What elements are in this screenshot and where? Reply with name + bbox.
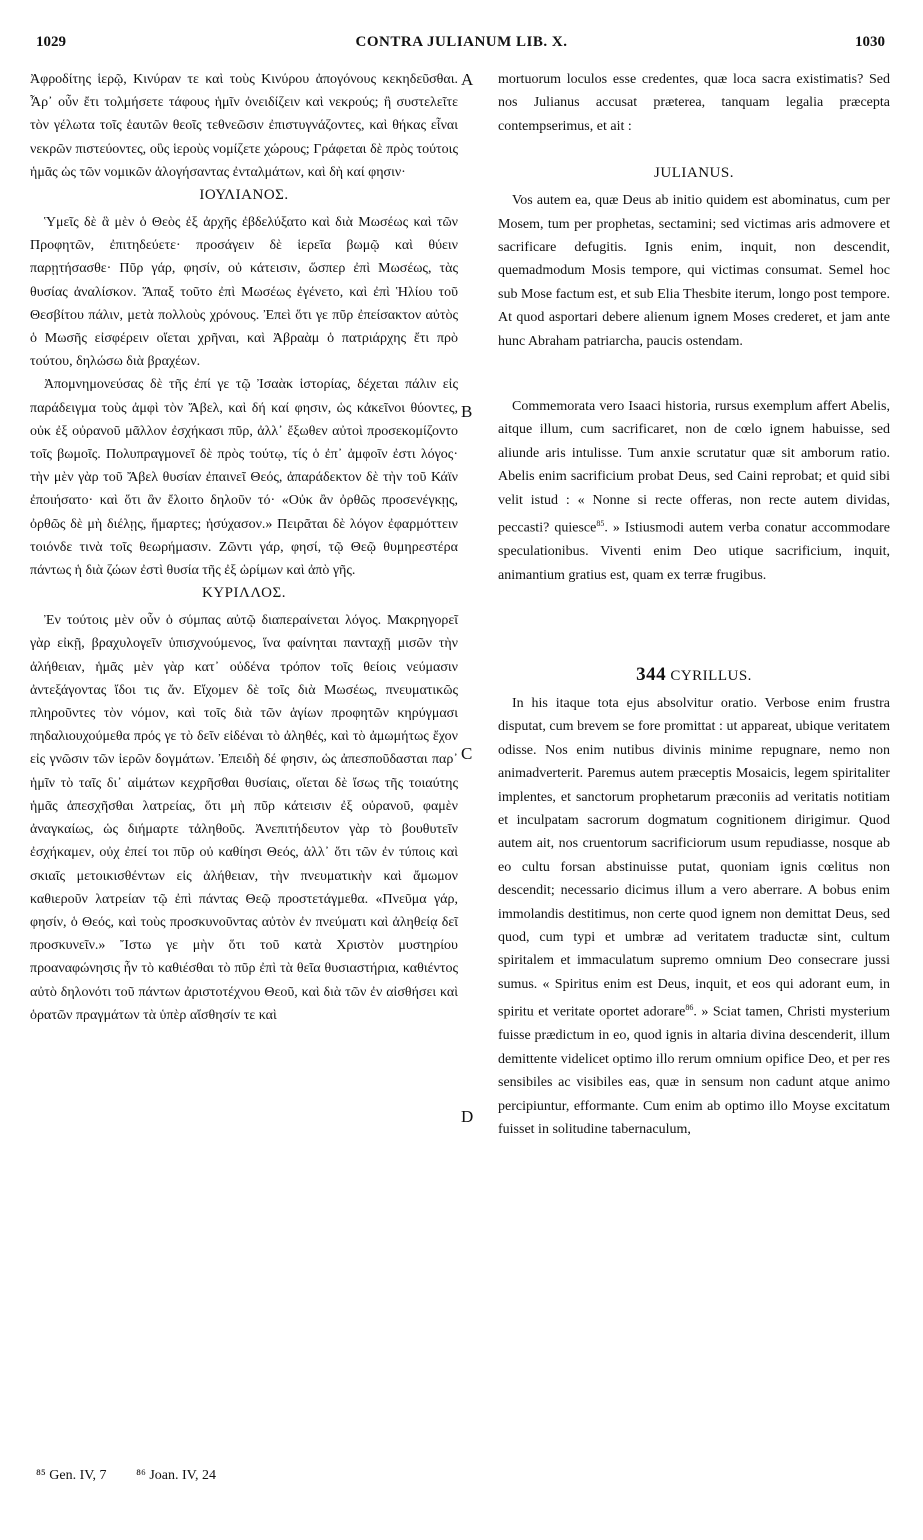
- footnote-86: ⁸⁶ Joan. IV, 24: [136, 1468, 216, 1483]
- latin-julian-paragraph-2: [498, 395, 890, 587]
- page-number-right: 1030: [855, 34, 885, 50]
- greek-julian-paragraph-1: Ὑμεῖς δὲ ἃ μὲν ὁ Θεὸς ἐξ ἀρχῆς ἐβδελύξατο καὶ διὰ Μωσέως καὶ τῶν Προφητῶν, ἐπιτηδεύετε· προσάγειν δὲ ἱερεῖα βωμῷ καὶ θύειν παρῃτήσασθε· Πῦρ γάρ, φησίν, οὐ κάτεισιν, ὥσπερ ἐπὶ Μωσέως, τὰς θυσίας ἀναλίσκον. Ἅπαξ τοῦτο ἐπὶ Μωσέως ἐγένετο, καὶ ἐπὶ Ἡλίου τοῦ Θεσβίτου πάλιν, μετὰ πολλοὺς χρόνους. Ἐπεὶ ὅτι γε πῦρ ἐπείσακτον αὐτὸς ὁ Μωσῆς εἰσφέρειν οἴεται χρῆναι, καὶ Ἀβραὰμ ὁ πατριάρχης ἔτι πρὸ τούτου, δηλώσω διὰ βραχέων.: [30, 215, 458, 370]
- margin-letter-c: C: [461, 744, 473, 763]
- column-number: 344: [636, 663, 667, 685]
- footnote-85: ⁸⁵ Gen. IV, 7: [36, 1468, 107, 1483]
- latin-cyril-paragraph-text-a: In his itaque tota ejus absolvitur oratio. Verbose enim frustra disputat, cum brevem se fore promittat : ut appareat, ubique veritatem odisse. Nos enim nutibus divinis minime repugnare, nemo non animadverterit. Paremus autem præceptis Mosaicis, legem spiritaliter implentes, et sanctorum prophetarum præconiis ad veritatis notitiam et inculpatam sacrorum dogmatum cognitionem dirigimur. Quod autem ait, nos cruentorum sacrificiorum usum repudiasse, nosque ab eo cultu forsan abstinuisse putat, quoniam ignis cœlitus non descendit; necessario dicimus illum a vero aberrare. A bobus enim immolandis destitimus, non certe quod ignem non demittat Deus, sed quod, cum typi et umbræ ad veritatem traductæ sint, cultum spiritalem et immaculatum supremo omnium Deo consecrare jussi sumus. « Spiritus enim est Deus, inquit, et eos qui adorant eum, in spiritu et veritate oportet adorare: [498, 695, 890, 1020]
- greek-julian-paragraph-2: Ἀπομνημονεύσας δὲ τῆς ἐπί γε τῷ Ἰσαὰκ ἱστορίας, δέχεται πάλιν εἰς παράδειγμα τοὺς ἀμφὶ τὸν Ἄβελ, καὶ δή καί φησιν, ὡς κἀκεῖνοι θύοντες, οὐκ ἐξ οὐρανοῦ μᾶλλον ἐσχήκασι πῦρ, ἀλλ᾽ ἔξωθεν αὐτοὶ προσεκομίζοντο τοῖς βωμοῖς. Πολυπραγμονεῖ δὲ πρὸς τούτῳ, τίς ὁ ἐπ᾽ ἀμφοῖν ἐστι λόγος· τὴν μὲν γὰρ τοῦ Ἄβελ θυσίαν ἐπαινεῖ Θεός, ἀπαράδεκτον δὲ τὴν τοῦ Κάϊν ἐποιήσατο· καὶ ὅτι ἂν ἔλοιτο δηλοῦν τό· «Οὐκ ἂν ὀρθῶς προσενέγκῃς, ὀρθῶς δὲ μὴ διέλῃς, ἥμαρτες; ἡσύχασον.» Πειρᾶται δὲ λόγον ἐφαρμόττειν τοιόνδε τινὰ τοῖς θεωρήμασιν. Ζῶντι γάρ, φησί, τῷ Θεῷ θυμηρεστέρα πάντως ἡ διὰ ζώων ἐστὶ θυσία τῆς ἐξ ὡρίμων καὶ ἀπὸ γῆς.: [30, 377, 458, 579]
- page-header: [0, 34, 923, 58]
- latin-intro: mortuorum loculos esse credentes, quæ loca sacra existimatis? Sed nos Julianus accusat præterea, tanquam legalia præcepta contempserimus, et ait :: [498, 72, 890, 134]
- latin-julian-paragraph-2-text-b: . » Istiusmodi autem verba conatur accommodare speculationibus. Viventi enim Deo utique sacrificium, inquit, animantium gratius est, quam ex terræ frugibus.: [498, 520, 891, 583]
- margin-letter-d: D: [461, 1107, 474, 1126]
- latin-julian-paragraph-2-text-a: Commemorata vero Isaaci historia, rursus exemplum affert Abelis, aitque illum, cum sacrificaret, non de cœlo ignem habuisse, sed aliunde aris intulisse. Tum anxie scrutatur quæ sit amborum ratio. Abelis enim sacrificium probat Deus, sed Caini reprobat; et quid sibi velit istud : « Nonne si recte offeras, non recte autem dividas, peccasti? quiesce: [498, 399, 890, 536]
- page-number-left: 1029: [36, 34, 66, 50]
- running-title: CONTRA JULIANUM LIB. X.: [355, 34, 568, 50]
- greek-cyril-paragraph: Ἐν τούτοις μὲν οὖν ὁ σύμπας αὐτῷ διαπεραίνεται λόγος. Μακρηγορεῖ γὰρ εἰκῇ, βραχυλογεῖν ὑπισχνούμενος, ἵνα φαίνηται πανταχῇ μισῶν τὴν ἀλήθειαν, ἡμᾶς μὲν γὰρ κατ᾽ οὐδένα τρόπον τοῖς θείοις νεύμασιν ἀντεξάγοντας ἴδοι τις ἄν. Εἴχομεν δὲ τοῖς διὰ Μωσέως, πνευματικῶς πληροῦντες τὸν νόμον, καὶ τοῖς διὰ τῶν ἁγίων προφητῶν κηρύγμασι πηδαλιουχούμεθα πρός γε τὸ δεῖν εἰδέναι τὸ ἀληθές, καὶ τὸ ἀμωμήτως ἔχον εἰς γνῶσιν τῶν ἱερῶν δογμάτων. Ἐπειδὴ δέ φησιν, ὡς ἀπεσποῦδασται παρ᾽ ἡμῖν τὸ ταῖς δι᾽ αἱμάτων κεχρῆσθαι θυσίαις, οἴεται δὲ ἴσως τῆς τοιαύτης ἡμᾶς ἀπεσχῆσθαι λατρείας, ὅτι μὴ πῦρ κάτεισιν ἐξ οὐρανοῦ, φαμὲν ἀναγκαίως, ὡς διήμαρτε τἀληθοῦς. Ἀνεπιτήδευτον γὰρ τὸ βουθυτεῖν ἐσχήκαμεν, οὐχ ἐπεί τοι πῦρ οὐ καθίησι Θεός, ἀλλ᾽ ὅτι τῶν ἐν τύποις καὶ σκιαῖς μετοικισθέντων εἰς ἀλήθειαν, τὴν πνευματικὴν καὶ ἄμωμον καθιεροῦν λατρείαν τῷ ἐπὶ πάντας Θεῷ προστετάγμεθα. «Πνεῦμα γάρ, φησίν, ὁ Θεός, καὶ τοὺς προσκυνοῦντας αὐτὸν ἐν πνεύματι καὶ ἀληθείᾳ δεῖ προσκυνεῖν.» Ἴστω γε μὴν ὅτι τοῦ κατὰ Χριστὸν μυστηρίου προαναφώνησις ἦν τὸ καθιέσθαι τὸ πῦρ ἐπὶ τὰ θεῖα θυσιαστήρια, καθιέντος αὐτὸ δηλονότι τοῦ πάντων ἀριστοτέχνου Θεοῦ, καὶ διὰ τῶν ἐν αἰσθήσει καὶ ὁρατῶν πραγμάτων τὰ ὑπὲρ αἴσθησίν τε καὶ: [30, 613, 458, 1023]
- greek-intro: Ἀφροδίτης ἱερῷ, Κινύραν τε καὶ τοὺς Κινύρου ἀπογόνους κεκηδεῦσθαι. Ἆρ᾽ οὖν ἔτι τολμήσετε τάφους ἡμῖν ὀνειδίζειν καὶ νεκρούς; ἢ συστελεῖτε τὸν γέλωτα τοῖς ἑαυτῶν θεοῖς τεθνεῶσιν ἐπιστυγνάζοντες, καὶ θήκας εἶναι νεκρῶν πιστεύοντες, οὓς ἱεροὺς νομίζετε χώρους; Γράφεται δὲ πρὸς τούτοις ἡμᾶς ὡς τῶν νομικῶν ἀλογήσαντας ἐνταλμάτων, καὶ δὴ καί φησιν·: [30, 72, 458, 180]
- latin-cyril-paragraph-text-b: . » Sciat tamen, Christi mysterium fuisse prædictum in eo, quod ignis in altaria divina descenderit, illum demittente videlicet optimo illo rerum omnium opifice Deo, et per res sensibiles ac visibiles eas, quæ in sensum non cadunt atque animo percipiuntur, efformante. Cum enim ab optimo illo Moyse excitatum fuisset in solitudine tabernaculum,: [498, 1004, 891, 1137]
- greek-heading-cyril: ΚΥΡΙΛΛΟΣ.: [202, 585, 286, 602]
- latin-julian-paragraph-1: Vos autem ea, quæ Deus ab initio quidem est abominatus, cum per Mosem, tum per prophetas, sectamini; sed victimas aris admovere et sacrificare defugitis. Ignis enim, inquit, non descendit, quemadmodum Mosis tempore, qui victimas consumat. Semel hoc sub Mose factum est, et sub Elia Thesbite iterum, longo post tempore. At quod asportari debere alienum ignem Moses crederet, et jam ante hunc Abraham patriarcha, paucis ostendam.: [498, 193, 890, 349]
- latin-heading-cyril-text: CYRILLUS.: [670, 667, 752, 684]
- margin-letter-a: A: [461, 70, 474, 89]
- latin-heading-cyril: [498, 663, 890, 688]
- margin-letter-b: B: [461, 402, 473, 421]
- footnote-ref-86: 86: [685, 1003, 694, 1013]
- footnotes: [36, 1468, 242, 1484]
- footnote-ref-85: 85: [596, 519, 605, 529]
- latin-heading-julian: JULIANUS.: [654, 165, 734, 182]
- latin-cyril-paragraph: [498, 692, 890, 1141]
- greek-heading-julian: ΙΟΥΛΙΑΝΟΣ.: [199, 187, 289, 204]
- greek-column: [30, 68, 458, 1027]
- latin-column: [498, 68, 890, 1141]
